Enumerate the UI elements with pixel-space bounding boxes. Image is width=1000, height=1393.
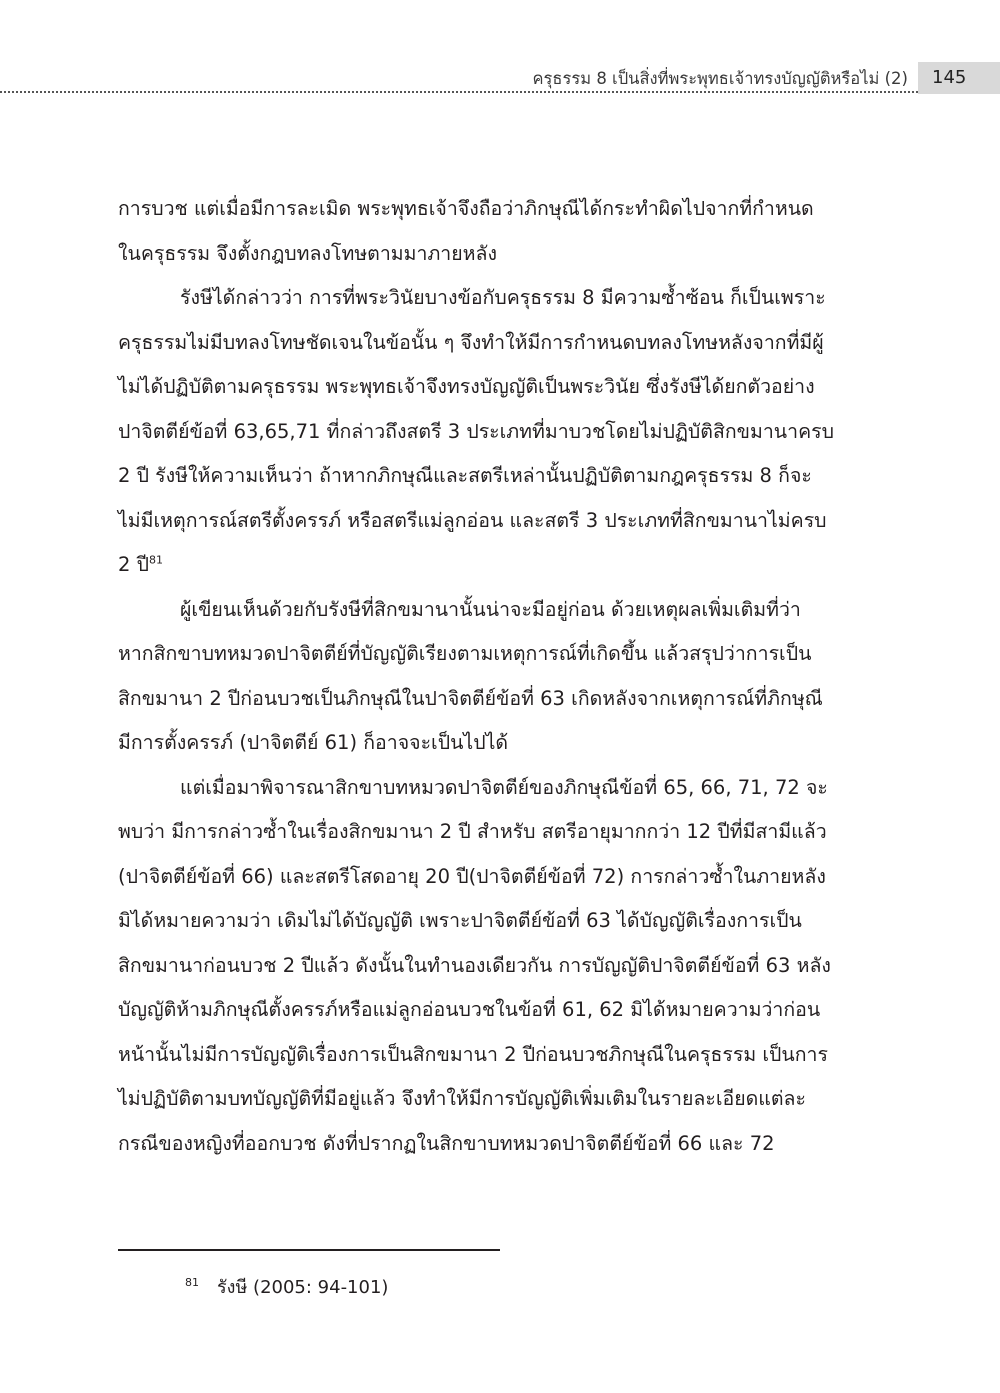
footnote	[185, 1272, 388, 1301]
footnote-separator	[118, 1249, 500, 1251]
body-text	[118, 187, 884, 1166]
text-line: (ปาจิตตีย์ข้อที่ 66) และสตรีโสดอายุ 20 ปี(ปาจิตตีย์ข้อที่ 72) การกล่าวซ้ำในภายหลัง	[118, 864, 826, 888]
running-title: ครุธรรม 8 เป็นสิ่งที่พระพุทธเจ้าทรงบัญญัติหรือไม่ (2)	[532, 69, 908, 88]
text-line: หากสิกขาบทหมวดปาจิตตีย์ที่บัญญัติเรียงตามเหตุการณ์ที่เกิดขึ้น แล้วสรุปว่าการเป็น	[118, 642, 812, 665]
text-line: มิได้หมายความว่า เดิมไม่ได้บัญญัติ เพราะปาจิตตีย์ข้อที่ 63 ได้บัญญัติเรื่องการเป็น	[118, 909, 802, 932]
footnote-number: 81	[185, 1276, 199, 1289]
page-number: 145	[918, 62, 1000, 94]
text-line: การบวช แต่เมื่อมีการละเมิด พระพุทธเจ้าจึงถือว่าภิกษุณีได้กระทำผิดไปจากที่กำหนด	[118, 197, 814, 220]
text-line: ปาจิตตีย์ข้อที่ 63,65,71 ที่กล่าวถึงสตรี 3 ประเภทที่มาบวชโดยไม่ปฏิบัติสิกขมานาครบ	[118, 419, 834, 443]
header-dotted-rule	[0, 91, 918, 93]
text-line: ในครุธรรม จึงตั้งกฎบทลงโทษตามมาภายหลัง	[118, 241, 498, 265]
text-line: หน้านั้นไม่มีการบัญญัติเรื่องการเป็นสิกขมานา 2 ปีก่อนบวชภิกษุณีในครุธรรม เป็นการ	[118, 1042, 828, 1066]
text-line: สิกขมานาก่อนบวช 2 ปีแล้ว ดังนั้นในทำนองเดียวกัน การบัญญัติปาจิตตีย์ข้อที่ 63 หลัง	[118, 953, 831, 977]
footnote-text: รังษี (2005: 94-101)	[217, 1277, 389, 1298]
text-line: ครุธรรมไม่มีบทลงโทษชัดเจนในข้อนั้น ๆ จึงทำให้มีการกำหนดบทลงโทษหลังจากที่มีผู้	[118, 330, 824, 354]
text-line	[118, 543, 884, 588]
text-line: สิกขมานา 2 ปีก่อนบวชเป็นภิกษุณีในปาจิตตีย์ข้อที่ 63 เกิดหลังจากเหตุการณ์ที่ภิกษุณี	[118, 686, 823, 710]
text-line: พบว่า มีการกล่าวซ้ำในเรื่องสิกขมานา 2 ปี สำหรับ สตรีอายุมากกว่า 12 ปีที่มีสามีแล้ว	[118, 820, 827, 843]
text-line: มีการตั้งครรภ์ (ปาจิตตีย์ 61) ก็อาจจะเป็นไปได้	[118, 731, 509, 754]
text-line: ไม่ปฏิบัติตามบทบัญญัติที่มีอยู่แล้ว จึงทำให้มีการบัญญัติเพิ่มเติมในรายละเอียดแต่ละ	[118, 1087, 806, 1110]
text-line: กรณีของหญิงที่ออกบวช ดังที่ปรากฏในสิกขาบทหมวดปาจิตตีย์ข้อที่ 66 และ 72	[118, 1131, 775, 1155]
text-line: บัญญัติห้ามภิกษุณีตั้งครรภ์หรือแม่ลูกอ่อนบวชในข้อที่ 61, 62 มิได้หมายความว่าก่อน	[118, 998, 821, 1021]
text-line: รังษีได้กล่าวว่า การที่พระวินัยบางข้อกับครุธรรม 8 มีความซ้ำซ้อน ก็เป็นเพราะ	[180, 286, 826, 309]
text-line: แต่เมื่อมาพิจารณาสิกขาบทหมวดปาจิตตีย์ของภิกษุณีข้อที่ 65, 66, 71, 72 จะ	[180, 775, 828, 799]
text-line: 2 ปี รังษีให้ความเห็นว่า ถ้าหากภิกษุณีและสตรีเหล่านั้นปฏิบัติตามกฎครุธรรม 8 ก็จะ	[118, 464, 812, 487]
page-header	[0, 62, 1000, 96]
text-line: ไม่ได้ปฏิบัติตามครุธรรม พระพุทธเจ้าจึงทรงบัญญัติเป็นพระวินัย ซึ่งรังษีได้ยกตัวอย่าง	[118, 375, 815, 398]
text-line: ไม่มีเหตุการณ์สตรีตั้งครรภ์ หรือสตรีแม่ลูกอ่อน และสตรี 3 ประเภทที่สิกขมานาไม่ครบ	[118, 508, 827, 532]
text-line-content: 2 ปี	[118, 553, 149, 576]
text-line: ผู้เขียนเห็นด้วยกับรังษีที่สิกขมานานั้นน่าจะมีอยู่ก่อน ด้วยเหตุผลเพิ่มเติมที่ว่า	[180, 597, 801, 621]
footnote-reference: 81	[148, 553, 163, 567]
